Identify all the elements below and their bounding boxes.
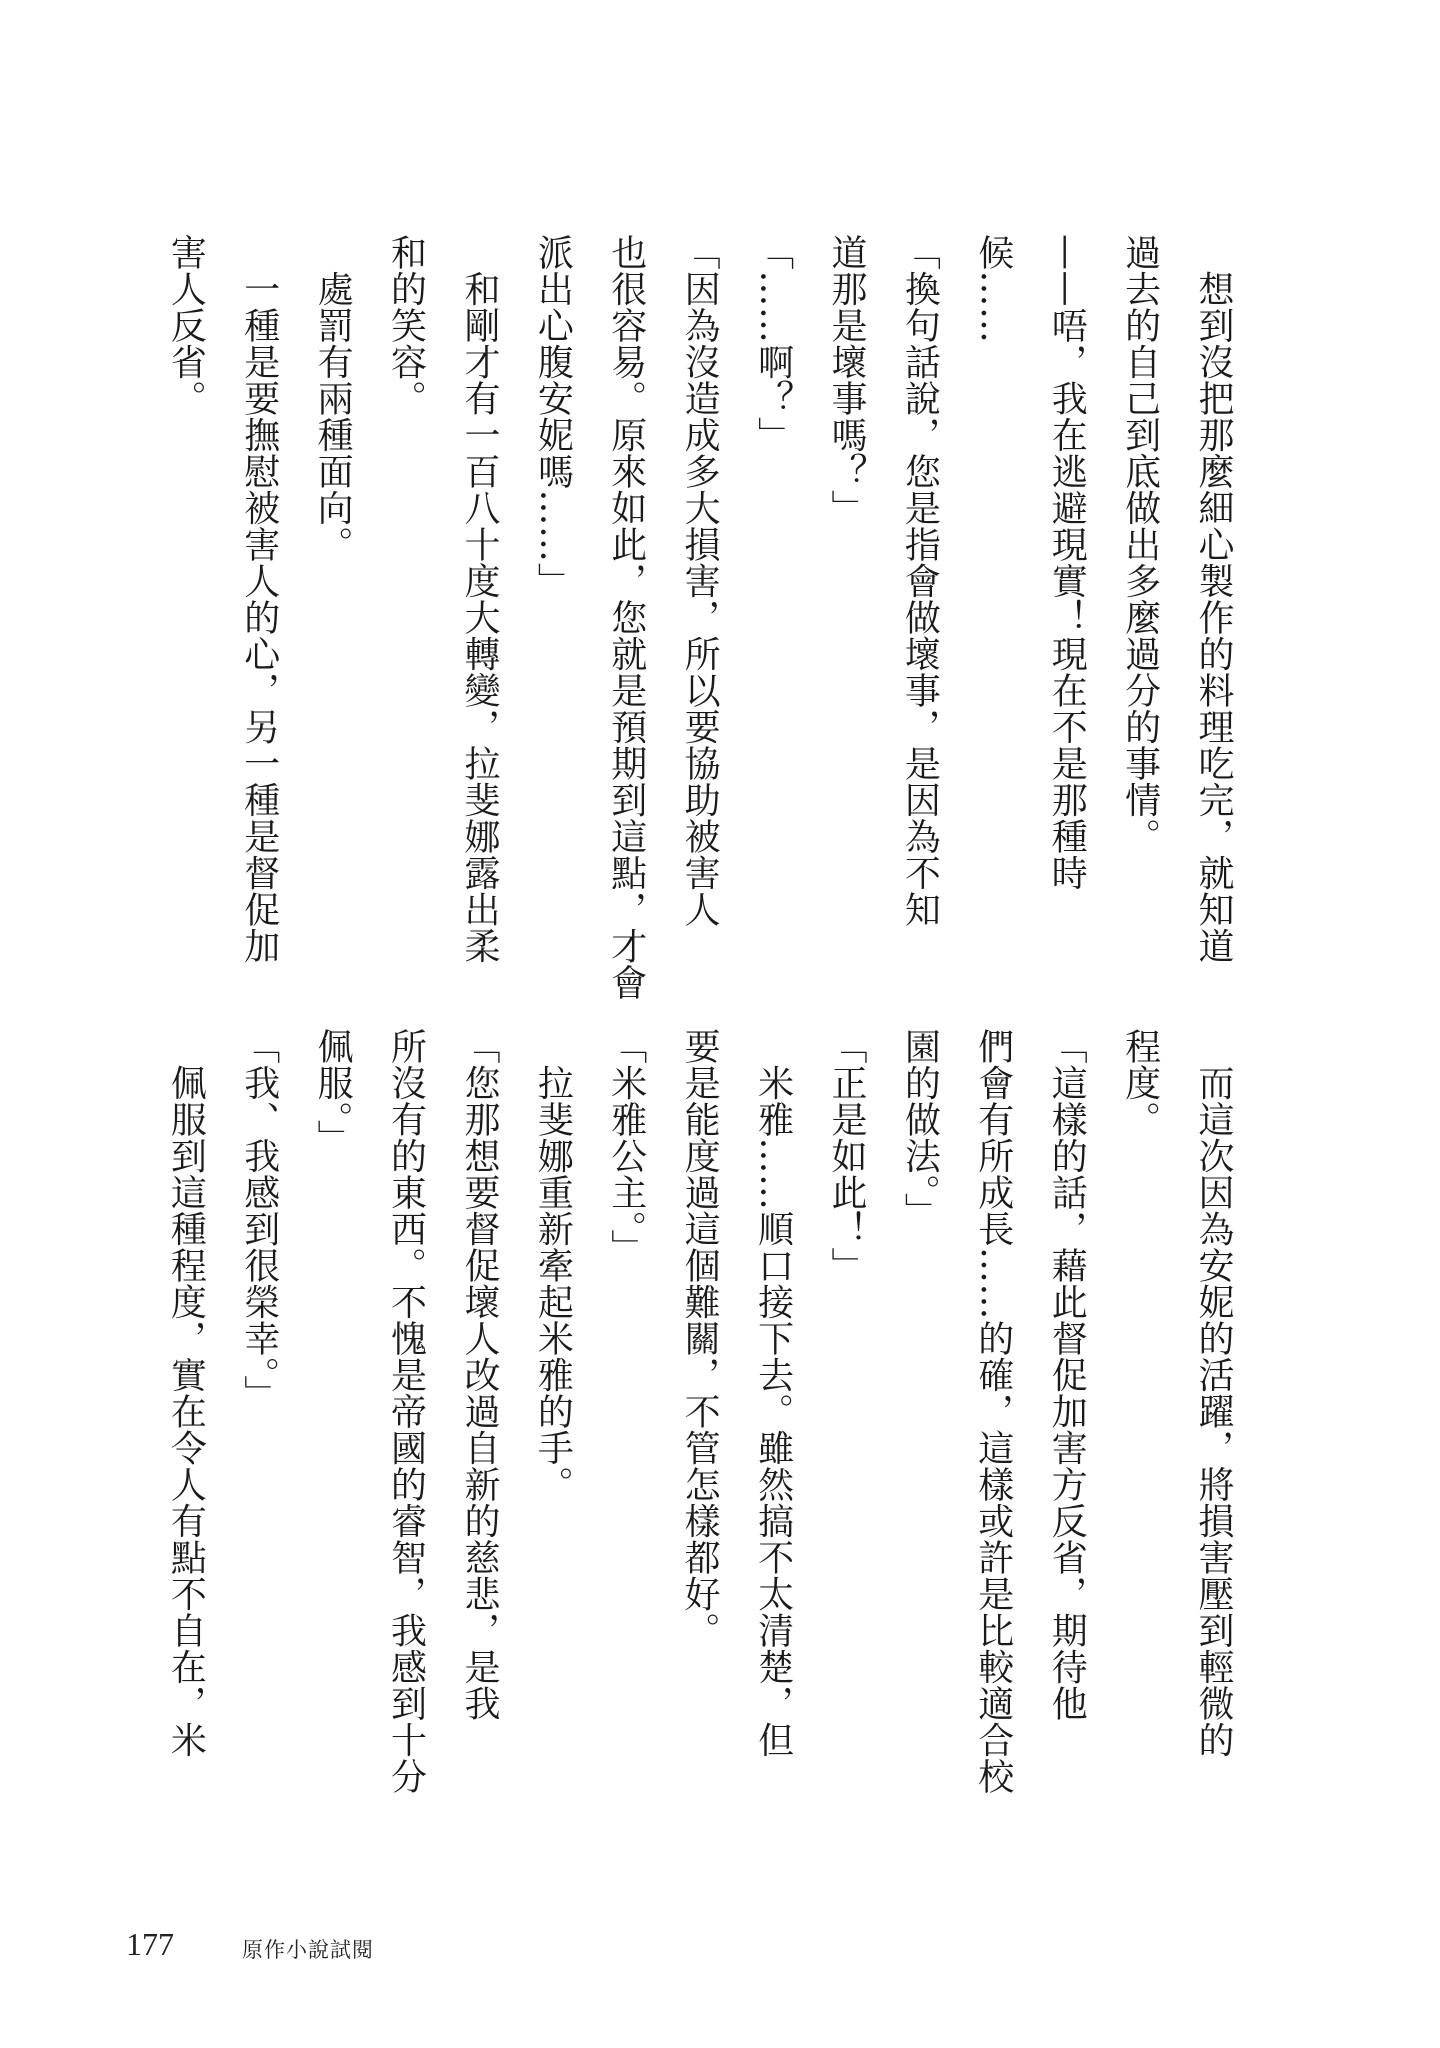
text-column: 而這次因為安妮的活躍，將損害壓到輕微的 (1193, 1028, 1234, 1758)
text-column: 派出心腹安妮嗎……」 (532, 234, 574, 599)
text-column: 米雅……順口接下去。雖然搞不太清楚，但 (752, 1028, 794, 1758)
text-column: 想到沒把那麼細心製作的料理吃完，就知道 (1193, 234, 1234, 964)
text-column: 「米雅公主。」 (605, 1028, 647, 1266)
text-column: 和剛才有一百八十度大轉變，拉斐娜露出柔 (458, 234, 500, 964)
text-column: 要是能度過這個難關，不管怎樣都好。 (679, 1028, 721, 1649)
text-column: 「正是如此！」 (825, 1028, 867, 1284)
text-column: 一種是要撫慰被害人的心，另一種是督促加 (238, 234, 280, 964)
text-column: 佩服。」 (312, 1028, 354, 1156)
text-column: 「您那想要督促壞人改過自新的慈悲，是我 (458, 1028, 500, 1722)
text-block-bottom (149, 1028, 1250, 1795)
running-title: 原作小說試閱 (242, 1938, 374, 1962)
text-column: 過去的自己到底做出多麼過分的事情。 (1119, 234, 1161, 855)
text-column: 害人反省。 (165, 234, 207, 417)
text-column: 「因為沒造成多大損害，所以要協助被害人 (679, 234, 721, 928)
text-column: 和的笑容。 (385, 234, 427, 417)
text-column: 程度。 (1119, 1028, 1161, 1138)
text-column: 佩服到這種程度，實在令人有點不自在，米 (165, 1028, 207, 1758)
text-column: 拉斐娜重新牽起米雅的手。 (532, 1028, 574, 1503)
text-column: 園的做法。」 (899, 1028, 941, 1229)
text-column: 「這樣的話，藉此督促加害方反省，期待他 (1046, 1028, 1088, 1722)
text-block-top (149, 234, 1250, 1001)
text-column: 處罰有兩種面向。 (312, 234, 354, 563)
text-column: 「換句話說，您是指會做壞事，是因為不知 (899, 234, 941, 928)
text-column: 也很容易。原來如此，您就是預期到這點，才會 (605, 234, 647, 1001)
text-column: ——唔，我在逃避現實！現在不是那種時 (1046, 234, 1088, 891)
text-column: 們會有所成長……的確，這樣或許是比較適合校 (972, 1028, 1014, 1795)
page-number: 177 (126, 1926, 174, 1962)
text-column: 道那是壞事嗎？」 (825, 234, 867, 526)
text-column: 「我、我感到很榮幸。」 (238, 1028, 280, 1412)
text-column: 所沒有的東西。不愧是帝國的睿智，我感到十分 (385, 1028, 427, 1795)
text-column: 「……啊？」 (752, 234, 794, 453)
text-column: 候…… (972, 234, 1014, 344)
